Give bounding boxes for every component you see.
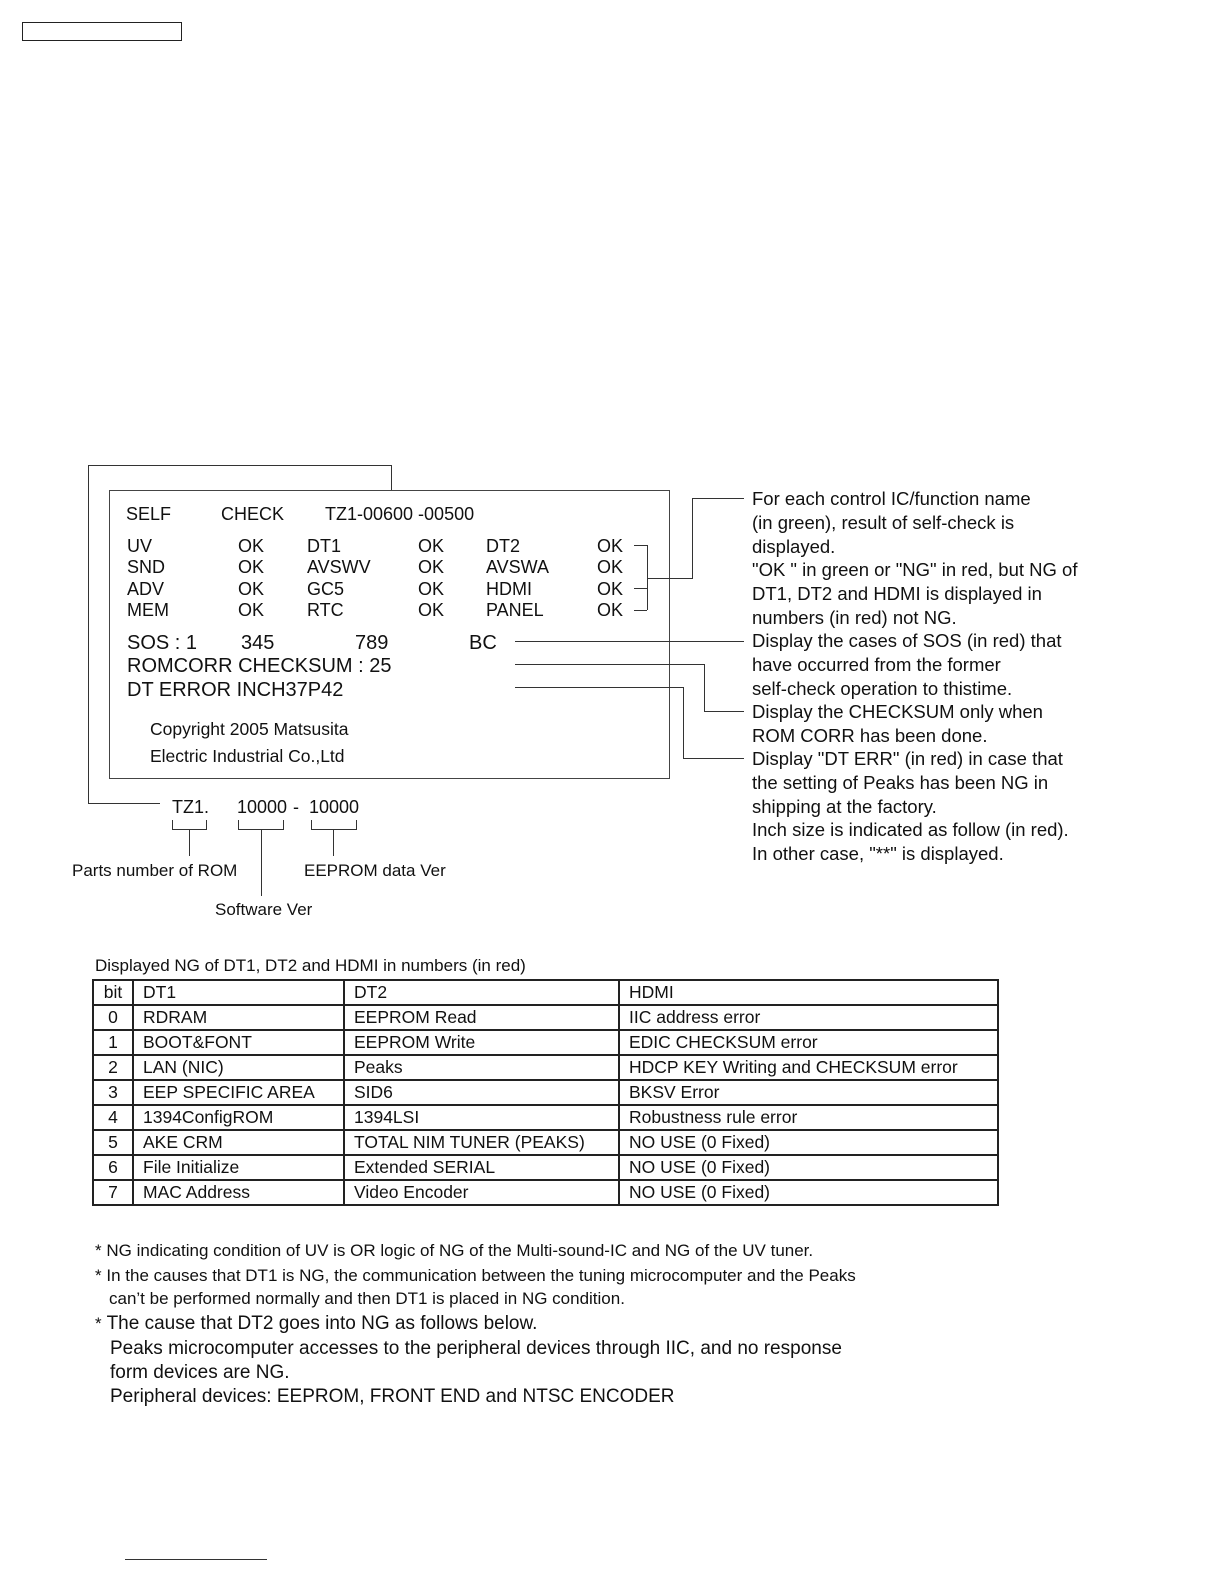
note-line: Display the cases of SOS (in red) that: [752, 630, 1062, 651]
footnote-1: [95, 1241, 813, 1261]
cell-dt1: File Initialize: [133, 1155, 344, 1180]
cell-dt2: TOTAL NIM TUNER (PEAKS): [344, 1130, 619, 1155]
note-line: Display the CHECKSUM only when: [752, 701, 1043, 722]
screen-version: TZ1-00600 -00500: [325, 504, 475, 524]
note-line: Inch size is indicated as follow (in red).: [752, 819, 1069, 840]
checksum-leader: [515, 664, 705, 665]
status-rtc: RTC: [307, 600, 344, 620]
version-eeprom: 10000: [309, 797, 360, 817]
note-line: DT1, DT2 and HDMI is displayed in: [752, 583, 1042, 604]
note-line: the setting of Peaks has been NG in: [752, 772, 1049, 793]
cell-bit: 0: [93, 1005, 133, 1030]
note-line: shipping at the factory.: [752, 796, 937, 817]
cell-hdmi: HDCP KEY Writing and CHECKSUM error: [619, 1055, 998, 1080]
cell-hdmi: NO USE (0 Fixed): [619, 1180, 998, 1205]
cell-bit: 4: [93, 1105, 133, 1130]
cell-dt2: 1394LSI: [344, 1105, 619, 1130]
outer-bracket-left: [88, 465, 89, 804]
cell-dt1: BOOT&FONT: [133, 1030, 344, 1055]
cell-bit: 1: [93, 1030, 133, 1055]
table-caption: Displayed NG of DT1, DT2 and HDMI in numbers (in red): [95, 956, 526, 975]
eeprom-stem: [333, 829, 334, 856]
status-panel-ok: OK: [597, 600, 624, 620]
footnote-2: [95, 1266, 856, 1286]
note-line: "OK " in green or "NG" in red, but NG of: [752, 559, 1078, 580]
version-dash: -: [293, 797, 299, 817]
asterisk-icon: *: [95, 1314, 102, 1333]
footnote-3-line-4: Peripheral devices: EEPROM, FRONT END and NTSC ENCODER: [110, 1386, 675, 1407]
note-line: In other case, "**" is displayed.: [752, 843, 1004, 864]
table-row: [93, 1155, 998, 1180]
table-row: [93, 1055, 998, 1080]
cell-dt2: EEPROM Read: [344, 1005, 619, 1030]
footnote-3: [95, 1313, 537, 1335]
sw-bracket-r: [283, 820, 284, 830]
romcorr-checksum: ROMCORR CHECKSUM : 25: [127, 655, 392, 677]
footnote-1-text: NG indicating condition of UV is OR logic of NG of the Multi-sound-IC and NG of the UV tuner.: [106, 1241, 814, 1260]
cell-bit: 2: [93, 1055, 133, 1080]
software-ver-label: Software Ver: [215, 900, 313, 919]
cell-dt2: Video Encoder: [344, 1180, 619, 1205]
checksum-leader-vertical: [704, 664, 705, 712]
cell-dt1: LAN (NIC): [133, 1055, 344, 1080]
status-gc5-ok: OK: [418, 579, 445, 599]
status-mem-ok: OK: [238, 600, 265, 620]
cell-bit: 6: [93, 1155, 133, 1180]
status-leader-vertical: [692, 498, 693, 579]
cell-hdmi: NO USE (0 Fixed): [619, 1130, 998, 1155]
cell-dt1: 1394ConfigROM: [133, 1105, 344, 1130]
header-box: [22, 22, 182, 41]
header-dt1: DT1: [133, 980, 344, 1005]
cell-bit: 3: [93, 1080, 133, 1105]
asterisk-icon: *: [95, 1241, 102, 1260]
cell-dt1: EEP SPECIFIC AREA: [133, 1080, 344, 1105]
asterisk-icon: *: [95, 1266, 102, 1285]
status-avswv-ok: OK: [418, 557, 445, 577]
status-rtc-ok: OK: [418, 600, 445, 620]
dterror-leader: [515, 687, 684, 688]
footnote-3-text: The cause that DT2 goes into NG as follows below.: [106, 1313, 538, 1334]
note-line: ROM CORR has been done.: [752, 725, 988, 746]
status-dt2-ok: OK: [597, 536, 624, 556]
version-software: 10000: [237, 797, 288, 817]
status-uv-ok: OK: [238, 536, 265, 556]
sos-value-1: 345: [241, 632, 275, 654]
cell-bit: 5: [93, 1130, 133, 1155]
note-line: (in green), result of self-check is: [752, 512, 1015, 533]
ng-table: [92, 979, 999, 1206]
note-line: numbers (in red) not NG.: [752, 607, 957, 628]
note-line: have occurred from the former: [752, 654, 1001, 675]
dterror-leader-end: [683, 758, 744, 759]
cell-dt2: EEPROM Write: [344, 1030, 619, 1055]
cell-hdmi: Robustness rule error: [619, 1105, 998, 1130]
sos-leader: [515, 641, 744, 642]
parts-stem: [189, 829, 190, 856]
status-panel: PANEL: [486, 600, 544, 620]
status-hdmi-ok: OK: [597, 579, 624, 599]
status-leader-top: [692, 498, 744, 499]
eeprom-data-label: EEPROM data Ver: [304, 861, 446, 880]
header-hdmi: HDMI: [619, 980, 998, 1005]
table-row: [93, 1130, 998, 1155]
dt-error: DT ERROR INCH37P42: [127, 679, 344, 701]
outer-bracket-bottom: [88, 803, 160, 804]
cell-dt2: SID6: [344, 1080, 619, 1105]
sos-label: SOS : 1: [127, 632, 198, 654]
cell-hdmi: NO USE (0 Fixed): [619, 1155, 998, 1180]
screen-check: CHECK: [221, 504, 285, 524]
note-line: displayed.: [752, 536, 836, 557]
cell-bit: 7: [93, 1180, 133, 1205]
cell-dt1: MAC Address: [133, 1180, 344, 1205]
status-adv-ok: OK: [238, 579, 265, 599]
status-avswa-ok: OK: [597, 557, 624, 577]
status-snd: SND: [127, 557, 166, 577]
note-line: Display "DT ERR" (in red) in case that: [752, 748, 1063, 769]
status-bracket-mid: [634, 588, 647, 589]
sw-stem: [261, 829, 262, 896]
note-line: For each control IC/function name: [752, 488, 1031, 509]
status-hdmi: HDMI: [486, 579, 532, 599]
cell-hdmi: IIC address error: [619, 1005, 998, 1030]
screen-self: SELF: [126, 504, 172, 524]
page-footer-line: [125, 1559, 267, 1560]
cell-dt1: AKE CRM: [133, 1130, 344, 1155]
status-bracket-bottom: [634, 610, 647, 611]
header-dt2: DT2: [344, 980, 619, 1005]
parts-number-label: Parts number of ROM: [72, 861, 238, 880]
sos-value-2: 789: [355, 632, 389, 654]
cell-dt1: RDRAM: [133, 1005, 344, 1030]
status-bracket-top: [634, 545, 647, 546]
footnote-2-cont: can’t be performed normally and then DT1 is placed in NG condition.: [109, 1289, 625, 1308]
version-parts: TZ1.: [172, 797, 210, 817]
checksum-leader-end: [704, 711, 744, 712]
header-bit: bit: [93, 980, 133, 1005]
status-dt1: DT1: [307, 536, 342, 556]
cell-dt2: Extended SERIAL: [344, 1155, 619, 1180]
table-header-row: [93, 980, 998, 1005]
dterror-leader-vertical: [683, 687, 684, 759]
parts-bracket-r: [206, 820, 207, 830]
sos-value-3: BC: [469, 632, 497, 654]
footnote-3-line-2: Peaks microcomputer accesses to the peripheral devices through IIC, and no response: [110, 1338, 842, 1359]
status-adv: ADV: [127, 579, 165, 599]
outer-bracket-right: [391, 465, 392, 491]
note-line: self-check operation to thistime.: [752, 678, 1013, 699]
footnote-3-line-3: form devices are NG.: [110, 1362, 290, 1383]
cell-hdmi: EDIC CHECKSUM error: [619, 1030, 998, 1055]
status-mem: MEM: [127, 600, 169, 620]
status-dt2: DT2: [486, 536, 521, 556]
cell-hdmi: BKSV Error: [619, 1080, 998, 1105]
status-gc5: GC5: [307, 579, 345, 599]
eeprom-bracket-r: [356, 820, 357, 830]
table-row: [93, 1080, 998, 1105]
cell-dt2: Peaks: [344, 1055, 619, 1080]
table-row: [93, 1180, 998, 1205]
status-uv: UV: [127, 536, 153, 556]
table-row: [93, 1030, 998, 1055]
table-row: [93, 1005, 998, 1030]
status-avswv: AVSWV: [307, 557, 371, 577]
footnote-2-text: In the causes that DT1 is NG, the communication between the tuning microcomputer and the Peaks: [106, 1266, 856, 1285]
status-avswa: AVSWA: [486, 557, 550, 577]
status-leader: [647, 578, 693, 579]
copyright-line-1: Copyright 2005 Matsusita: [150, 719, 349, 739]
status-snd-ok: OK: [238, 557, 265, 577]
status-dt1-ok: OK: [418, 536, 445, 556]
outer-bracket-top: [88, 465, 392, 466]
table-row: [93, 1105, 998, 1130]
copyright-line-2: Electric Industrial Co.,Ltd: [150, 746, 345, 766]
